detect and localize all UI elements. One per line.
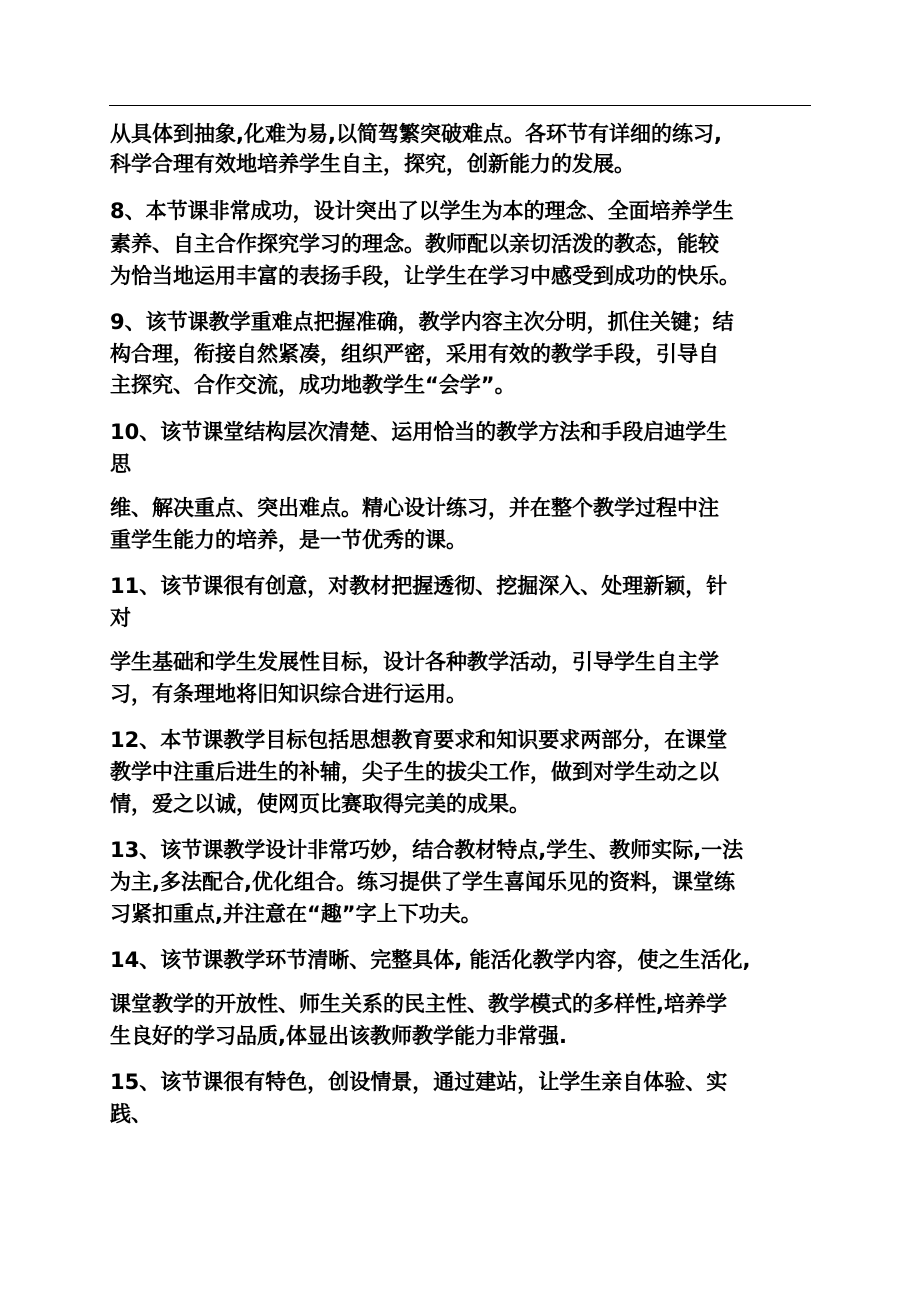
header-rule — [109, 105, 811, 106]
text-line: 习紧扣重点,并注意在“趣”字上下功夫。 — [110, 902, 482, 926]
text-line: 15、该节课很有特色，创设情景，通过建站，让学生亲自体验、实 — [110, 1070, 728, 1094]
text-line: 教学中注重后进生的补辅，尖子生的拔尖工作，做到对学生动之以 — [110, 760, 719, 784]
text-line: 12、本节课教学目标包括思想教育要求和知识要求两部分，在课堂 — [110, 728, 728, 752]
text-line: 素养、自主合作探究学习的理念。教师配以亲切活泼的教态，能较 — [110, 232, 719, 256]
text-line: 为恰当地运用丰富的表扬手段，让学生在学习中感受到成功的快乐。 — [110, 264, 740, 288]
text-line: 10、该节课堂结构层次清楚、运用恰当的教学方法和手段启迪学生 — [110, 420, 728, 444]
text-line: 主探究、合作交流，成功地教学生“会学”。 — [110, 373, 516, 397]
text-line: 生良好的学习品质,体显出该教师教学能力非常强. — [110, 1024, 567, 1048]
text-line: 为主,多法配合,优化组合。练习提供了学生喜闻乐见的资料，课堂练 — [110, 870, 735, 894]
text-line: 维、解决重点、突出难点。精心设计练习，并在整个教学过程中注 — [110, 496, 719, 520]
text-line: 9、该节课教学重难点把握准确，教学内容主次分明，抓住关键；结 — [110, 310, 734, 334]
text-line: 从具体到抽象,化难为易,以简驾繁突破难点。各环节有详细的练习, — [110, 122, 722, 146]
text-line: 构合理，衔接自然紧凑，组织严密，采用有效的教学手段，引导自 — [110, 342, 719, 366]
text-line: 14、该节课教学环节清晰、完整具体, 能活化教学内容，使之生活化, — [110, 948, 751, 972]
text-line: 思 — [110, 452, 131, 476]
text-line: 重学生能力的培养，是一节优秀的课。 — [110, 528, 467, 552]
text-line: 8、本节课非常成功，设计突出了以学生为本的理念、全面培养学生 — [110, 199, 734, 223]
text-line: 11、该节课很有创意，对教材把握透彻、挖掘深入、处理新颖，针 — [110, 574, 728, 598]
text-line: 科学合理有效地培养学生自主，探究，创新能力的发展。 — [110, 152, 635, 176]
text-line: 对 — [110, 606, 131, 630]
text-line: 情，爱之以诚，使网页比赛取得完美的成果。 — [110, 792, 530, 816]
text-line: 践、 — [110, 1102, 152, 1126]
text-line: 习，有条理地将旧知识综合进行运用。 — [110, 682, 467, 706]
text-line: 学生基础和学生发展性目标，设计各种教学活动，引导学生自主学 — [110, 650, 719, 674]
text-line: 课堂教学的开放性、师生关系的民主性、教学模式的多样性,培养学 — [110, 992, 727, 1016]
text-line: 13、该节课教学设计非常巧妙，结合教材特点,学生、教师实际,一法 — [110, 838, 744, 862]
